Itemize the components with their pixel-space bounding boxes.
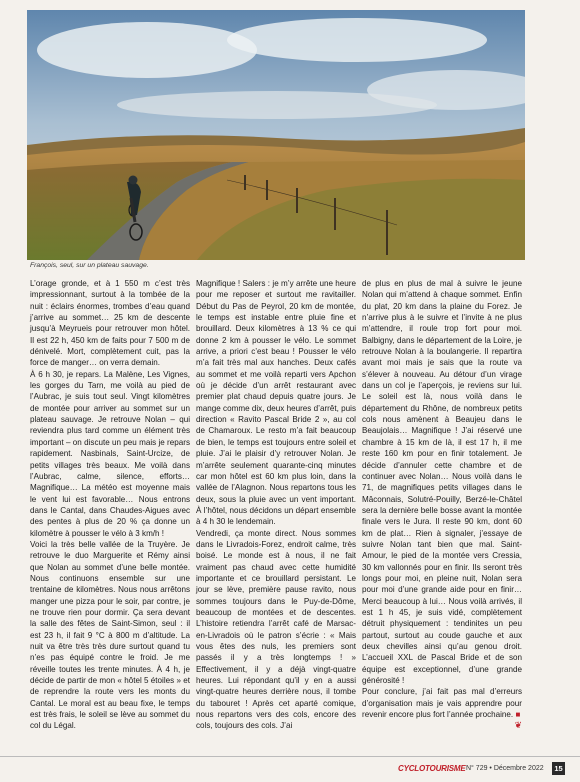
paragraph: L’orage gronde, et à 1 550 m c’est très impressionnant, surtout à la tombée de la nuit : éclairs énormes, trombes d’eau quand j’arrive au sommet… 25 km de descente jusqu’à Meyrueis pour retrouver mon hôtel. Il est 22 h, 450 km de faits pour 7 500 m de dénivelé. Mort, complètement cuit, pas la force de manger… on verra demain. xyxy=(30,279,190,368)
magazine-logo-tourisme: TOURISME xyxy=(425,764,466,773)
cyclist-photo xyxy=(27,10,525,260)
page-footer xyxy=(0,756,580,782)
end-mark-icon: ■ xyxy=(515,710,521,720)
paragraph: Voici la très belle vallée de la Truyère. Je retrouve le duo Marguerite et Rémy ainsi que Nolan au sommet d’une belle montée. Nous continuons ensemble sur une trentaine de kilomètres. Nous nous arrêtons manger une pizza pour le soir, par contre, je ne trouve rien pour dormir. Ça sera devant la salle des fêtes de Saint-Simon, seul : il est 23 h, il fait 9 °C à 800 m d’altitude. La nuit va être très très dure surtout quand tu n’es pas équipé contre le froid. Je me réveille toutes les trente minutes. À 4 h, je décide de partir de mon « hôtel 5 étoiles » et de reprendre la route vers les monts du Cantal. Le moral est au beau fixe, le temps est très frais, le soleil se lève au sommet du col du Légal. xyxy=(30,539,190,731)
paragraph: Vendredi, ça monte direct. Nous sommes dans le Livradois-Forez, endroit calme, très boisé. Le monde est à nous, il ne fait vraiment pas chaud avec cette humidité importante et ce brouillard persistant. Le jour se lève, première pause ravito, nous sommes toujours dans le Puy-de-Dôme, beaucoup de montées et de descentes. L’histoire retiendra l’arrêt café de Marsac-en-Livradois où le patron s’écrie : « Mais vous êtes des nuls, les premiers sont passés il y a très longtemps ! » Effectivement, il y a déjà vingt-quatre heures. Lui répondant qu’il y en a aussi vingt-quatre heures derrière nous, il tombe du tabouret ! Après cet aparté comique, nous repartons vers des cols, encore des cols, toujours des cols. J’ai xyxy=(196,528,356,731)
paragraph: À 6 h 30, je repars. La Malène, Les Vignes, les gorges du Tarn, me voilà au pied de l’Aubrac, je suis tout seul. Vingt kilomètres de montée pour arriver au sommet sur un plateau sauvage. Je retrouve Nolan – qui reviendra plus tard comme un élément très important – on discute un peu mais je repars rapidement. Nasbinals, Saint-Urcize, de petits villages très beaux. Me voilà dans l’Aubrac, calme, silence, efforts… Magnifique… La météo est moyenne mais le vent lui est favorable… Nous entrons dans le Cantal, dans Chaudes-Aigues avec des pentes à plus de 20 % ça donne un kilomètre à pousser le vélo à 3 km/h ! xyxy=(30,369,190,538)
paragraph: Magnifique ! Salers : je m’y arrête une heure pour me reposer et surtout me ravitailler. Début du Pas de Peyrol, 20 km de montée, le temps est instable entre pluie fine et brouillard. Deux kilomètres à 13 % ce qui donne 2 km à pousser le vélo. Le sommet arrive, a priori c’est beau ! Pousser le vélo m’a fait très mal aux hanches. Deux cafés au sommet et me voilà reparti vers Apchon où je décide d’un arrêt restaurant avec premier plat chaud depuis quatre jours. Je mange comme dix, deux heures d’arrêt, puis direction « Ravito Pascal Bride 2 », au col de Chamaroux. Le resto m’a fait beaucoup de bien, le temps est toujours entre soleil et pluie. J’ai le plaisir d’y retrouver Nolan. Je m’arrête seulement quarante-cinq minutes car mon hôtel est 60 km plus loin, dans la vallée de l’Alagnon. Nous repartons tous les deux, sous la pluie avec un vent important. À l’hôtel, nous décidons un départ ensemble à 4 h 30 le lendemain. xyxy=(196,279,356,527)
page-number: 15 xyxy=(552,762,565,775)
closing-text: Pour conclure, j’ai fait pas mal d’erreurs d’organisation mais je vais apprendre pour revenir encore plus fort l’année prochaine. xyxy=(362,687,522,720)
plateau-landscape-image xyxy=(27,10,525,260)
photo-caption: François, seul, sur un plateau sauvage. xyxy=(30,262,149,269)
lips-logo xyxy=(362,720,522,731)
paragraph: de plus en plus de mal à suivre le jeune Nolan qui m’attend à chaque sommet. Enfin du plat, 20 km dans la plaine du Forez. Je n’arrive plus à le suivre et l’invite à ne plus m’attendre, il roule trop fort pour moi. Balbigny, dans le département de la Loire, je retrouve Nolan à la boulangerie. Il repartira avant moi mais je sais que la route va s’élever à nouveau. Au détour d’un virage dans un col je l’aperçois, je reviens sur lui. Le soleil est là, nous voilà dans le département du Rhône, de nombreux petits cols nous amènent à Beaujeu dans le Beaujolais… Magnifique ! J’ai réservé une chambre à 15 km de là, il est 17 h, il me reste 160 km pour en finir totalement. Je décide d’annuler cette chambre et de continuer avec Nolan… Nous voilà dans le 71, de magnifiques petits villages dans le Mâconnais, Solutré-Pouilly, Berzé-le-Châtel sera la dernière belle bosse avant la montée finale vers le Jura. Il reste 90 km, dont 60 km de plat… Rien à signaler, j’essaye de suivre Nolan tant bien que mal. Saint-Amour, le pied de la montée vers Cressia, 30 km vallonnés pour en finir. Ils seront très longs pour moi, en pleine nuit, Nolan sera pour moi d’une grande aide pour en finir… Merci beaucoup à lui… Nous voilà arrivés, il est 1 h 45, je suis vidé, complètement détruit physiquement : tendinites un peu partout, surtout au coude gauche et aux deux chevilles ainsi qu’au genou droit. L’accueil XXL de Pascal Bride et de son équipe est exceptionnel, d’une grande générosité ! xyxy=(362,279,522,686)
article-column-1 xyxy=(30,278,190,732)
magazine-logo xyxy=(398,764,466,773)
paragraph xyxy=(362,686,522,720)
issue-info: N° 729 • Décembre 2022 xyxy=(466,765,544,772)
article-column-3 xyxy=(362,278,522,732)
lips-icon: ❦ xyxy=(514,720,522,731)
magazine-logo-cyclo: CYCLO xyxy=(398,764,426,773)
article-column-2 xyxy=(196,278,356,732)
